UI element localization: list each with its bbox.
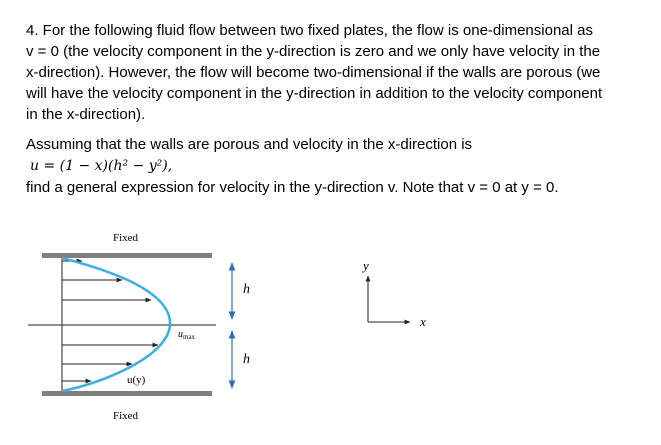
top-plate-label: Fixed: [113, 232, 139, 244]
bottom-plate-label: Fixed: [113, 410, 139, 422]
problem-line-2: v = 0 (the velocity component in the y-direction is zero and we only have velocity in the: [26, 43, 601, 60]
velocity-equation: u = (1 − x)(h² − y²),: [30, 158, 173, 174]
x-axis-label: x: [420, 314, 426, 329]
velocity-vectors: [62, 261, 158, 381]
top-plate: [42, 253, 212, 258]
problem-line-3: x-direction). However, the flow will become two-dimensional if the walls are porous (we: [26, 64, 601, 81]
problem-line-4: will have the velocity component in the y-direction in addition to the velocity component: [26, 85, 603, 102]
h-lower-label: h: [243, 352, 250, 367]
y-axis-label: y: [363, 258, 369, 273]
h-upper-label: h: [243, 282, 250, 297]
problem-line-5: in the x-direction).: [26, 106, 146, 123]
profile-label: u(y): [127, 374, 146, 386]
umax-label: $u_{max}$: [178, 329, 196, 341]
problem-line-8: find a general expression for velocity in the y-direction v. Note that v = 0 at y = 0.: [26, 179, 559, 196]
problem-line-6: Assuming that the walls are porous and velocity in the x-direction is: [26, 136, 473, 153]
coordinate-axes: [368, 276, 410, 322]
problem-line-1: 4. For the following fluid flow between two fixed plates, the flow is one-dimensional as: [26, 22, 593, 39]
bottom-plate: [42, 391, 212, 396]
